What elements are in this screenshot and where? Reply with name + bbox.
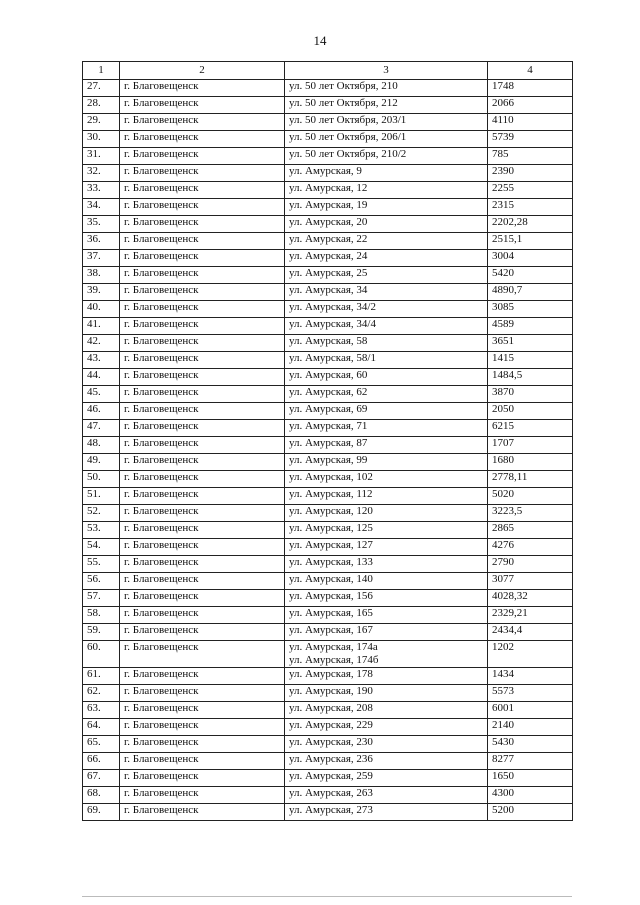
row-address: ул. Амурская, 259 <box>285 770 488 787</box>
row-value: 4589 <box>488 318 573 335</box>
row-address: ул. Амурская, 34/2 <box>285 301 488 318</box>
row-address: ул. Амурская, 60 <box>285 369 488 386</box>
table-row <box>83 556 573 573</box>
row-value: 5420 <box>488 267 573 284</box>
table-row <box>83 488 573 505</box>
row-number: 62. <box>83 685 120 702</box>
row-number: 55. <box>83 556 120 573</box>
row-address: ул. 50 лет Октября, 210/2 <box>285 148 488 165</box>
row-address: ул. Амурская, 156 <box>285 590 488 607</box>
table-row <box>83 369 573 386</box>
row-address: ул. 50 лет Октября, 206/1 <box>285 131 488 148</box>
row-city: г. Благовещенск <box>120 267 285 284</box>
row-number: 59. <box>83 624 120 641</box>
row-city: г. Благовещенск <box>120 233 285 250</box>
row-value: 5200 <box>488 804 573 821</box>
row-number: 58. <box>83 607 120 624</box>
row-number: 30. <box>83 131 120 148</box>
row-city: г. Благовещенск <box>120 97 285 114</box>
row-address: ул. Амурская, 62 <box>285 386 488 403</box>
row-value: 4110 <box>488 114 573 131</box>
row-value: 1202 <box>488 641 573 668</box>
row-number: 43. <box>83 352 120 369</box>
row-value: 1748 <box>488 80 573 97</box>
row-value: 3004 <box>488 250 573 267</box>
row-city: г. Благовещенск <box>120 114 285 131</box>
row-address: ул. Амурская, 87 <box>285 437 488 454</box>
row-address: ул. Амурская, 140 <box>285 573 488 590</box>
table-row <box>83 233 573 250</box>
row-number: 57. <box>83 590 120 607</box>
row-value: 2778,11 <box>488 471 573 488</box>
row-value: 4276 <box>488 539 573 556</box>
row-value: 5739 <box>488 131 573 148</box>
row-number: 48. <box>83 437 120 454</box>
row-value: 2202,28 <box>488 216 573 233</box>
row-city: г. Благовещенск <box>120 284 285 301</box>
table-row <box>83 804 573 821</box>
row-city: г. Благовещенск <box>120 369 285 386</box>
row-number: 50. <box>83 471 120 488</box>
row-value: 5020 <box>488 488 573 505</box>
row-number: 53. <box>83 522 120 539</box>
row-city: г. Благовещенск <box>120 131 285 148</box>
row-address: ул. Амурская, 22 <box>285 233 488 250</box>
row-address: ул. Амурская, 127 <box>285 539 488 556</box>
row-value: 4890,7 <box>488 284 573 301</box>
table-row <box>83 216 573 233</box>
column-header-4: 4 <box>488 62 573 80</box>
row-number: 33. <box>83 182 120 199</box>
row-city: г. Благовещенск <box>120 471 285 488</box>
row-number: 41. <box>83 318 120 335</box>
table-row <box>83 267 573 284</box>
row-address: ул. Амурская, 12 <box>285 182 488 199</box>
row-value: 4028,32 <box>488 590 573 607</box>
row-number: 65. <box>83 736 120 753</box>
row-number: 66. <box>83 753 120 770</box>
row-city: г. Благовещенск <box>120 624 285 641</box>
row-value: 8277 <box>488 753 573 770</box>
row-value: 4300 <box>488 787 573 804</box>
row-address-line-2: ул. Амурская, 174б <box>289 654 379 666</box>
row-address: ул. Амурская, 230 <box>285 736 488 753</box>
row-address: ул. Амурская, 25 <box>285 267 488 284</box>
table-row <box>83 471 573 488</box>
row-address: ул. Амурская, 208 <box>285 702 488 719</box>
row-address: ул. Амурская, 9 <box>285 165 488 182</box>
row-number: 37. <box>83 250 120 267</box>
row-value: 3870 <box>488 386 573 403</box>
table-row <box>83 386 573 403</box>
table-row <box>83 403 573 420</box>
page-bottom-rule <box>82 896 572 897</box>
row-number: 42. <box>83 335 120 352</box>
column-header-2: 2 <box>120 62 285 80</box>
row-city: г. Благовещенск <box>120 539 285 556</box>
table-row <box>83 352 573 369</box>
table-row <box>83 522 573 539</box>
table-row <box>83 539 573 556</box>
row-value: 2140 <box>488 719 573 736</box>
row-value: 2790 <box>488 556 573 573</box>
row-city: г. Благовещенск <box>120 80 285 97</box>
row-city: г. Благовещенск <box>120 522 285 539</box>
row-value: 3651 <box>488 335 573 352</box>
table-row <box>83 702 573 719</box>
row-city: г. Благовещенск <box>120 702 285 719</box>
row-city: г. Благовещенск <box>120 685 285 702</box>
table-row <box>83 505 573 522</box>
table-row <box>83 97 573 114</box>
row-city: г. Благовещенск <box>120 454 285 471</box>
row-value: 2255 <box>488 182 573 199</box>
row-number: 54. <box>83 539 120 556</box>
row-value: 1434 <box>488 668 573 685</box>
table-row <box>83 685 573 702</box>
row-address: ул. 50 лет Октября, 210 <box>285 80 488 97</box>
row-value: 6001 <box>488 702 573 719</box>
row-city: г. Благовещенск <box>120 386 285 403</box>
row-address: ул. Амурская, 24 <box>285 250 488 267</box>
row-city: г. Благовещенск <box>120 736 285 753</box>
table-row <box>83 668 573 685</box>
row-address-line-1: ул. Амурская, 174а <box>289 641 378 653</box>
row-value: 2050 <box>488 403 573 420</box>
row-value: 2865 <box>488 522 573 539</box>
row-value: 1707 <box>488 437 573 454</box>
row-number: 44. <box>83 369 120 386</box>
row-number: 47. <box>83 420 120 437</box>
address-table <box>82 61 573 821</box>
row-city: г. Благовещенск <box>120 719 285 736</box>
row-number: 67. <box>83 770 120 787</box>
row-address: ул. Амурская, 34/4 <box>285 318 488 335</box>
column-header-1: 1 <box>83 62 120 80</box>
row-address: ул. Амурская, 273 <box>285 804 488 821</box>
row-value: 1484,5 <box>488 369 573 386</box>
table-row <box>83 284 573 301</box>
row-city: г. Благовещенск <box>120 301 285 318</box>
row-address: ул. Амурская, 99 <box>285 454 488 471</box>
table-row <box>83 148 573 165</box>
row-value: 5430 <box>488 736 573 753</box>
row-address: ул. Амурская, 20 <box>285 216 488 233</box>
table-row <box>83 199 573 216</box>
row-city: г. Благовещенск <box>120 804 285 821</box>
row-city: г. Благовещенск <box>120 148 285 165</box>
row-address: ул. Амурская, 229 <box>285 719 488 736</box>
row-city: г. Благовещенск <box>120 199 285 216</box>
row-number: 46. <box>83 403 120 420</box>
table-row <box>83 624 573 641</box>
row-city: г. Благовещенск <box>120 505 285 522</box>
row-number: 31. <box>83 148 120 165</box>
column-header-row <box>83 62 573 80</box>
table-row <box>83 80 573 97</box>
row-value: 2315 <box>488 199 573 216</box>
row-address: ул. Амурская, 125 <box>285 522 488 539</box>
row-city: г. Благовещенск <box>120 607 285 624</box>
row-address: ул. Амурская, 19 <box>285 199 488 216</box>
row-value: 2515,1 <box>488 233 573 250</box>
row-city: г. Благовещенск <box>120 641 285 668</box>
row-number: 63. <box>83 702 120 719</box>
table-row <box>83 454 573 471</box>
row-number: 40. <box>83 301 120 318</box>
row-number: 29. <box>83 114 120 131</box>
row-city: г. Благовещенск <box>120 165 285 182</box>
row-number: 45. <box>83 386 120 403</box>
row-number: 39. <box>83 284 120 301</box>
row-number: 27. <box>83 80 120 97</box>
table-row <box>83 753 573 770</box>
row-value: 3085 <box>488 301 573 318</box>
page-number: 14 <box>313 33 327 48</box>
row-value: 5573 <box>488 685 573 702</box>
row-address: ул. Амурская, 58 <box>285 335 488 352</box>
table-row <box>83 131 573 148</box>
row-address: ул. Амурская, 263 <box>285 787 488 804</box>
row-address: ул. 50 лет Октября, 203/1 <box>285 114 488 131</box>
table-row <box>83 736 573 753</box>
row-city: г. Благовещенск <box>120 335 285 352</box>
table-row <box>83 318 573 335</box>
row-city: г. Благовещенск <box>120 352 285 369</box>
row-number: 35. <box>83 216 120 233</box>
row-value: 2329,21 <box>488 607 573 624</box>
row-city: г. Благовещенск <box>120 403 285 420</box>
row-address: ул. Амурская, 120 <box>285 505 488 522</box>
table-row <box>83 770 573 787</box>
table-row <box>83 641 573 668</box>
row-address: ул. Амурская, 34 <box>285 284 488 301</box>
row-address: ул. Амурская, 178 <box>285 668 488 685</box>
row-number: 56. <box>83 573 120 590</box>
table-row <box>83 437 573 454</box>
table-row <box>83 114 573 131</box>
row-address: ул. Амурская, 71 <box>285 420 488 437</box>
row-address: ул. Амурская, 236 <box>285 753 488 770</box>
table-row <box>83 590 573 607</box>
table-row <box>83 250 573 267</box>
row-value: 785 <box>488 148 573 165</box>
row-value: 6215 <box>488 420 573 437</box>
row-address <box>285 641 488 668</box>
table-row <box>83 335 573 352</box>
table-row <box>83 573 573 590</box>
row-address: ул. Амурская, 133 <box>285 556 488 573</box>
row-value: 2390 <box>488 165 573 182</box>
row-number: 61. <box>83 668 120 685</box>
row-value: 1415 <box>488 352 573 369</box>
row-number: 60. <box>83 641 120 668</box>
row-number: 32. <box>83 165 120 182</box>
row-number: 34. <box>83 199 120 216</box>
row-number: 38. <box>83 267 120 284</box>
row-number: 64. <box>83 719 120 736</box>
table-row <box>83 787 573 804</box>
row-city: г. Благовещенск <box>120 787 285 804</box>
row-number: 69. <box>83 804 120 821</box>
row-address: ул. Амурская, 190 <box>285 685 488 702</box>
row-city: г. Благовещенск <box>120 437 285 454</box>
table-row <box>83 607 573 624</box>
row-value: 2434,4 <box>488 624 573 641</box>
row-address: ул. Амурская, 102 <box>285 471 488 488</box>
row-city: г. Благовещенск <box>120 182 285 199</box>
row-value: 3223,5 <box>488 505 573 522</box>
row-city: г. Благовещенск <box>120 216 285 233</box>
table-row <box>83 420 573 437</box>
row-address: ул. Амурская, 58/1 <box>285 352 488 369</box>
table-row <box>83 182 573 199</box>
row-address: ул. Амурская, 165 <box>285 607 488 624</box>
row-city: г. Благовещенск <box>120 668 285 685</box>
row-city: г. Благовещенск <box>120 590 285 607</box>
row-city: г. Благовещенск <box>120 250 285 267</box>
row-number: 52. <box>83 505 120 522</box>
row-city: г. Благовещенск <box>120 318 285 335</box>
row-city: г. Благовещенск <box>120 420 285 437</box>
table-row <box>83 165 573 182</box>
row-value: 1650 <box>488 770 573 787</box>
row-address: ул. 50 лет Октября, 212 <box>285 97 488 114</box>
row-city: г. Благовещенск <box>120 488 285 505</box>
row-value: 1680 <box>488 454 573 471</box>
row-value: 2066 <box>488 97 573 114</box>
row-number: 68. <box>83 787 120 804</box>
row-address: ул. Амурская, 167 <box>285 624 488 641</box>
row-number: 49. <box>83 454 120 471</box>
row-city: г. Благовещенск <box>120 573 285 590</box>
column-header-3: 3 <box>285 62 488 80</box>
row-city: г. Благовещенск <box>120 770 285 787</box>
row-city: г. Благовещенск <box>120 556 285 573</box>
row-address: ул. Амурская, 112 <box>285 488 488 505</box>
table-row <box>83 301 573 318</box>
row-city: г. Благовещенск <box>120 753 285 770</box>
row-value: 3077 <box>488 573 573 590</box>
row-number: 51. <box>83 488 120 505</box>
table-row <box>83 719 573 736</box>
table-body <box>83 80 573 821</box>
row-number: 36. <box>83 233 120 250</box>
row-number: 28. <box>83 97 120 114</box>
row-address: ул. Амурская, 69 <box>285 403 488 420</box>
